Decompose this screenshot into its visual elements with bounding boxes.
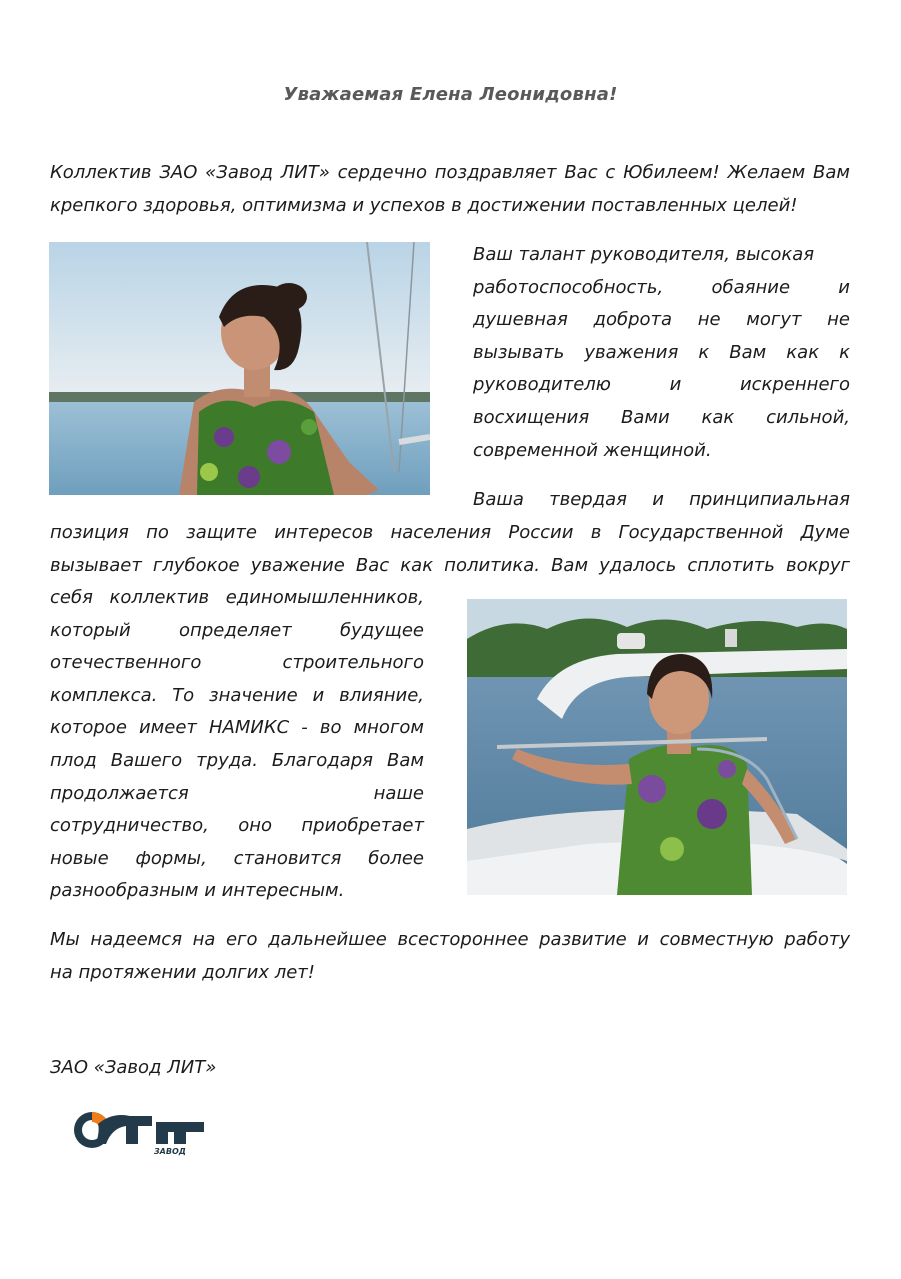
text-line: восхищения Вами как сильной, (473, 406, 850, 428)
text-line: вызывать уважения к Вам как к (473, 341, 850, 363)
woman-on-sailboat-photo (49, 242, 430, 495)
text-line: комплекса. То значение и влияние, (50, 684, 424, 706)
closing-paragraph (50, 924, 850, 989)
talent-paragraph (473, 239, 850, 467)
position-paragraph-start (473, 484, 850, 517)
text-line: сотрудничество, оно приобретает (50, 815, 424, 837)
text-line: плод Вашего труда. Благодаря Вам (50, 749, 424, 771)
logo-subtext: ЗАВОД (154, 1147, 186, 1156)
text-line: продолжается наше (50, 782, 424, 804)
signature: ЗАО «Завод ЛИТ» (50, 1057, 217, 1078)
text-line: душевная доброта не могут не (473, 309, 850, 331)
greeting-heading: Уважаемая Елена Леонидовна! (283, 84, 618, 105)
company-logo (72, 1106, 212, 1158)
text-line: позиция по защите интересов населения России в Государственной Думе (50, 522, 850, 543)
text-line: который определяет будущее (50, 619, 424, 641)
text-line: Коллектив ЗАО «Завод ЛИТ» сердечно поздравляет Вас с Юбилеем! Желаем Вам (50, 162, 850, 183)
intro-paragraph (50, 157, 850, 222)
text-line: новые формы, становится более (50, 847, 424, 869)
text-line: работоспособность, обаяние и (473, 276, 850, 298)
text-line: Ваш талант руководителя, высокая (473, 244, 815, 265)
text-line: себя коллектив единомышленников, (50, 587, 424, 608)
text-line: вызывает глубокое уважение Вас как политика. Вам удалось сплотить вокруг (50, 554, 850, 576)
text-line: разнообразным и интересным. (50, 880, 345, 902)
text-line: которое имеет НАМИКС - во многом (50, 717, 424, 739)
text-line: крепкого здоровья, оптимизма и успехов в достижении поставленных целей! (50, 194, 798, 216)
text-line: Мы надеемся на его дальнейшее всестороннее развитие и совместную работу (50, 929, 850, 950)
team-paragraph (50, 582, 424, 908)
woman-on-motorboat-photo (467, 599, 847, 895)
text-line: Ваша твердая и принципиальная (473, 489, 850, 510)
text-line: руководителю и искреннего (473, 374, 850, 396)
position-paragraph (50, 517, 850, 582)
text-line: отечественного строительного (50, 652, 424, 674)
text-line: современной женщиной. (473, 439, 712, 461)
text-line: на протяжении долгих лет! (50, 961, 315, 983)
